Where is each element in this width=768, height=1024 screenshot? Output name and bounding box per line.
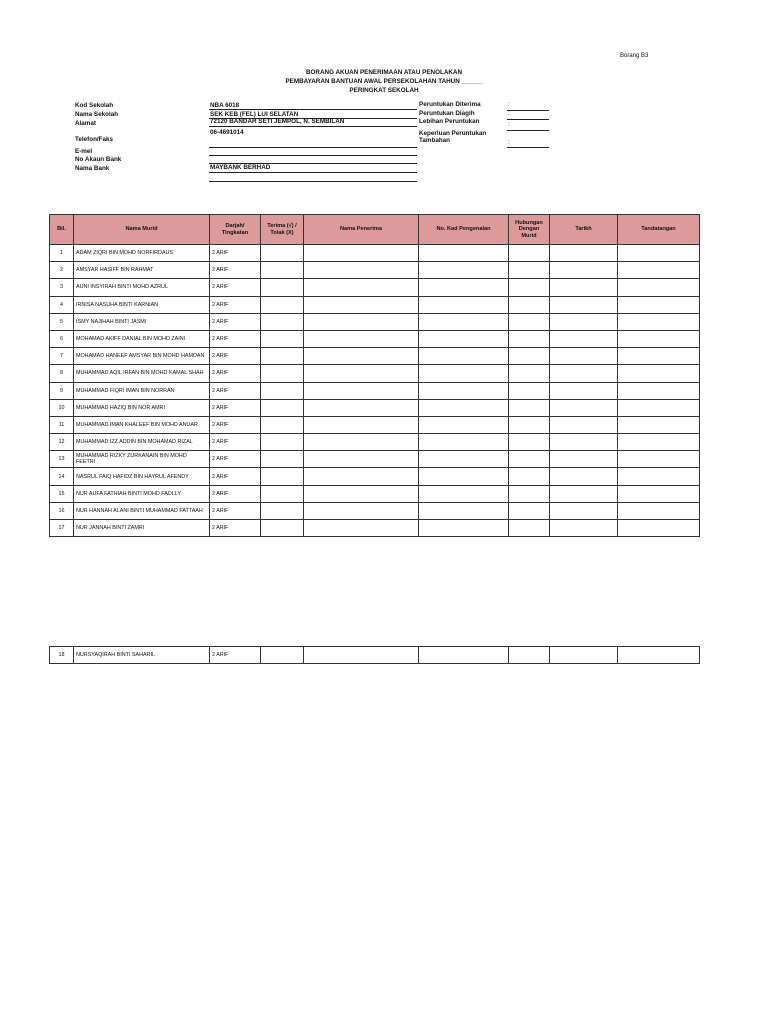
nama-sekolah-value: SEK KEB (FEL) LUI SELATAN: [210, 111, 299, 118]
tarikh-cell[interactable]: [550, 502, 618, 519]
bil-cell: 8: [50, 365, 74, 382]
hubungan-cell[interactable]: [509, 399, 550, 416]
kod-sekolah-value: NBA 6018: [210, 102, 240, 109]
terima-tolak-cell[interactable]: [261, 313, 304, 330]
terima-tolak-cell[interactable]: [261, 348, 304, 365]
hubungan-cell[interactable]: [509, 451, 550, 468]
student-name-cell: NURSYAQIRAH BINTI SAHARIL: [74, 647, 210, 664]
tandatangan-cell[interactable]: [618, 434, 700, 451]
alamat-value: 72120 BANDAR SETI JEMPOL, N. SEMBILAN: [210, 118, 345, 125]
darjah-cell: 2 ARIF: [210, 262, 261, 279]
student-table: [49, 214, 700, 537]
tarikh-cell[interactable]: [550, 296, 618, 313]
nama-bank-value: MAYBANK BERHAD: [210, 164, 271, 171]
bil-cell: 15: [50, 485, 74, 502]
underline: [209, 181, 417, 182]
form-title-line3: PERINGKAT SEKOLAH: [349, 87, 419, 94]
kad-pengenalan-cell[interactable]: [419, 279, 509, 296]
darjah-cell: 2 ARIF: [210, 434, 261, 451]
darjah-cell: 2 ARIF: [210, 399, 261, 416]
kad-pengenalan-cell[interactable]: [419, 485, 509, 502]
bil-cell: 6: [50, 330, 74, 347]
nama-penerima-cell[interactable]: [304, 502, 419, 519]
table-row: [50, 365, 700, 382]
tandatangan-cell[interactable]: [618, 245, 700, 262]
terima-tolak-cell[interactable]: [261, 416, 304, 433]
nama-penerima-cell[interactable]: [304, 451, 419, 468]
tandatangan-cell[interactable]: [618, 382, 700, 399]
hubungan-cell[interactable]: [509, 416, 550, 433]
underline: [209, 172, 417, 173]
colon: :: [508, 110, 510, 117]
kad-pengenalan-cell[interactable]: [419, 348, 509, 365]
nama-penerima-cell[interactable]: [304, 382, 419, 399]
col-tandatangan-header: Tandatangan: [618, 215, 700, 245]
student-table-page2: [49, 646, 700, 664]
bil-cell: 12: [50, 434, 74, 451]
telefon-value: 06-4691014: [210, 129, 244, 136]
tarikh-cell[interactable]: [550, 416, 618, 433]
bil-cell: 5: [50, 313, 74, 330]
col-bil-header: Bil.: [50, 215, 74, 245]
student-name-cell: MUHAMMAD IMAN KHALEEF BIN MOHD ANUAR: [74, 416, 210, 433]
keperluan-peruntukan-label: Keperluan Peruntukan: [419, 130, 487, 137]
table-row: [50, 262, 700, 279]
diterima-field-line[interactable]: [507, 110, 549, 111]
bil-cell: 11: [50, 416, 74, 433]
keperluan-tambahan-label: Tambahan: [419, 137, 451, 144]
student-name-cell: ISMY NAJIHAH BINTI JASMI: [74, 313, 210, 330]
kad-pengenalan-cell[interactable]: [419, 399, 509, 416]
alamat-label: Alamat: [75, 120, 96, 127]
akaun-field-line[interactable]: [209, 155, 417, 156]
terima-tolak-cell[interactable]: [261, 485, 304, 502]
tarikh-cell[interactable]: [550, 262, 618, 279]
nama-penerima-cell[interactable]: [304, 399, 419, 416]
tandatangan-cell[interactable]: [618, 279, 700, 296]
hubungan-cell[interactable]: [509, 382, 550, 399]
tandatangan-cell[interactable]: [618, 647, 700, 664]
nama-penerima-cell[interactable]: [304, 434, 419, 451]
nama-penerima-cell[interactable]: [304, 520, 419, 537]
darjah-cell: 2 ARIF: [210, 647, 261, 664]
table-row: [50, 382, 700, 399]
student-name-cell: MUHAMMAD IZZ ADDIN BIN MOHAMAD RIZAL: [74, 434, 210, 451]
nama-penerima-cell[interactable]: [304, 365, 419, 382]
hubungan-cell[interactable]: [509, 313, 550, 330]
kad-pengenalan-cell[interactable]: [419, 313, 509, 330]
tandatangan-cell[interactable]: [618, 520, 700, 537]
bil-cell: 3: [50, 279, 74, 296]
darjah-cell: 2 ARIF: [210, 245, 261, 262]
tandatangan-cell[interactable]: [618, 296, 700, 313]
hubungan-cell[interactable]: [509, 434, 550, 451]
table-row: [50, 520, 700, 537]
table-row: [50, 451, 700, 468]
tarikh-cell[interactable]: [550, 468, 618, 485]
darjah-cell: 2 ARIF: [210, 451, 261, 468]
kad-pengenalan-cell[interactable]: [419, 296, 509, 313]
col-nama-murid-header: Nama Murid: [74, 215, 210, 245]
nama-penerima-cell[interactable]: [304, 416, 419, 433]
hubungan-cell[interactable]: [509, 296, 550, 313]
kad-pengenalan-cell[interactable]: [419, 502, 509, 519]
bil-cell: 4: [50, 296, 74, 313]
darjah-cell: 2 ARIF: [210, 416, 261, 433]
tandatangan-cell[interactable]: [618, 399, 700, 416]
table-row: [50, 279, 700, 296]
peruntukan-diagih-label: Peruntukan Diagih: [419, 110, 475, 117]
colon: :: [508, 101, 510, 108]
tarikh-cell[interactable]: [550, 647, 618, 664]
hubungan-cell[interactable]: [509, 330, 550, 347]
student-name-cell: NUR AUFA FATHIAH BINTI MOHD FADLLY: [74, 485, 210, 502]
table-row: [50, 296, 700, 313]
terima-tolak-cell[interactable]: [261, 468, 304, 485]
darjah-cell: 2 ARIF: [210, 365, 261, 382]
kad-pengenalan-cell[interactable]: [419, 520, 509, 537]
tarikh-cell[interactable]: [550, 279, 618, 296]
col-darjah-header: Darjah/ Tingkatan: [210, 215, 261, 245]
tarikh-cell[interactable]: [550, 399, 618, 416]
underline: [209, 126, 417, 127]
hubungan-cell[interactable]: [509, 520, 550, 537]
tarikh-cell[interactable]: [550, 313, 618, 330]
form-title-line2: PEMBAYARAN BANTUAN AWAL PERSEKOLAHAN TAHUN ______: [285, 78, 483, 85]
tarikh-cell[interactable]: [550, 365, 618, 382]
tambahan-field-line[interactable]: [507, 147, 549, 148]
darjah-cell: 2 ARIF: [210, 468, 261, 485]
student-name-cell: MUHAMMAD HAZIQ BIN NOR AMRI: [74, 399, 210, 416]
tandatangan-cell[interactable]: [618, 502, 700, 519]
col-hubungan-header: Hubungan Dengan Murid: [509, 215, 550, 245]
table-row: [50, 399, 700, 416]
nama-penerima-cell[interactable]: [304, 313, 419, 330]
tandatangan-cell[interactable]: [618, 348, 700, 365]
student-name-cell: MUHAMMAD FIQRI IMAN BIN NORRAN: [74, 382, 210, 399]
nama-penerima-cell[interactable]: [304, 279, 419, 296]
terima-tolak-cell[interactable]: [261, 502, 304, 519]
student-name-cell: MUHAMMAD RIZKY ZURKANAIN BIN MOHD FEETRI: [74, 451, 210, 468]
bil-cell: 9: [50, 382, 74, 399]
terima-tolak-cell[interactable]: [261, 262, 304, 279]
tandatangan-cell[interactable]: [618, 416, 700, 433]
table-row: [50, 502, 700, 519]
lebihan-peruntukan-label: Lebihan Peruntukan: [419, 118, 480, 125]
kad-pengenalan-cell[interactable]: [419, 382, 509, 399]
form-code: Borang B3: [620, 53, 649, 59]
darjah-cell: 2 ARIF: [210, 279, 261, 296]
table-row: [50, 416, 700, 433]
tandatangan-cell[interactable]: [618, 330, 700, 347]
terima-tolak-cell[interactable]: [261, 330, 304, 347]
terima-tolak-cell[interactable]: [261, 365, 304, 382]
telefon-label: Telefon/Faks: [75, 136, 114, 143]
terima-tolak-cell[interactable]: [261, 245, 304, 262]
emel-label: E-mel: [75, 148, 93, 155]
tandatangan-cell[interactable]: [618, 468, 700, 485]
lebihan-field-line[interactable]: [507, 130, 549, 131]
student-name-cell: NASRUL FAIQ HAFIDZ BIN HAYRUL AFENDY: [74, 468, 210, 485]
bil-cell: 2: [50, 262, 74, 279]
bil-cell: 7: [50, 348, 74, 365]
darjah-cell: 2 ARIF: [210, 520, 261, 537]
darjah-cell: 2 ARIF: [210, 348, 261, 365]
bil-cell: 14: [50, 468, 74, 485]
kad-pengenalan-cell[interactable]: [419, 416, 509, 433]
nama-penerima-cell[interactable]: [304, 647, 419, 664]
underline: [209, 109, 417, 110]
tandatangan-cell[interactable]: [618, 262, 700, 279]
nama-penerima-cell[interactable]: [304, 468, 419, 485]
nama-penerima-cell[interactable]: [304, 296, 419, 313]
tarikh-cell[interactable]: [550, 451, 618, 468]
terima-tolak-cell[interactable]: [261, 382, 304, 399]
kad-pengenalan-cell[interactable]: [419, 330, 509, 347]
nama-penerima-cell[interactable]: [304, 348, 419, 365]
nama-bank-label: Nama Bank: [75, 165, 110, 172]
kod-sekolah-label: Kod Sekolah: [75, 102, 114, 109]
nama-penerima-cell[interactable]: [304, 330, 419, 347]
col-penerima-header: Nama Penerima: [304, 215, 419, 245]
tarikh-cell[interactable]: [550, 434, 618, 451]
terima-tolak-cell[interactable]: [261, 296, 304, 313]
diagih-field-line[interactable]: [507, 119, 549, 120]
darjah-cell: 2 ARIF: [210, 330, 261, 347]
hubungan-cell[interactable]: [509, 468, 550, 485]
student-name-cell: NUR HANNAH ALANI BINTI MUHAMMAD FATTAAH: [74, 502, 210, 519]
terima-tolak-cell[interactable]: [261, 520, 304, 537]
table-row: [50, 434, 700, 451]
student-name-cell: MOHAMAD AKIFF DANIAL BIN MOHD ZAINI: [74, 330, 210, 347]
table-row: [50, 348, 700, 365]
student-name-cell: MOHAMAD HANEEF AMSYAR BIN MOHD HAMDAN: [74, 348, 210, 365]
hubungan-cell[interactable]: [509, 365, 550, 382]
kad-pengenalan-cell[interactable]: [419, 365, 509, 382]
kad-pengenalan-cell[interactable]: [419, 468, 509, 485]
kad-pengenalan-cell[interactable]: [419, 434, 509, 451]
tarikh-cell[interactable]: [550, 382, 618, 399]
hubungan-cell[interactable]: [509, 348, 550, 365]
kad-pengenalan-cell[interactable]: [419, 262, 509, 279]
student-name-cell: MUHAMMAD AQIL IRFAN BIN MOHD KAMAL SHAH: [74, 365, 210, 382]
colon: :: [508, 121, 510, 128]
colon: :: [508, 139, 510, 146]
table-row: [50, 468, 700, 485]
tandatangan-cell[interactable]: [618, 451, 700, 468]
hubungan-cell[interactable]: [509, 245, 550, 262]
student-name-cell: ADAM ZIQRI BIN MOHD NORFIRDAUS: [74, 245, 210, 262]
emel-field-line[interactable]: [209, 147, 417, 148]
terima-tolak-cell[interactable]: [261, 647, 304, 664]
darjah-cell: 2 ARIF: [210, 296, 261, 313]
terima-tolak-cell[interactable]: [261, 434, 304, 451]
bil-cell: 18: [50, 647, 74, 664]
table-row: [50, 647, 700, 664]
tarikh-cell[interactable]: [550, 485, 618, 502]
student-name-cell: IRNISA NASUHA BINTI KARNIAN: [74, 296, 210, 313]
tarikh-cell[interactable]: [550, 245, 618, 262]
student-name-cell: AUNI INSYIRAH BINTI MOHD AZRUL: [74, 279, 210, 296]
hubungan-cell[interactable]: [509, 279, 550, 296]
kad-pengenalan-cell[interactable]: [419, 451, 509, 468]
col-kad-header: No. Kad Pengenalan: [419, 215, 509, 245]
table-header-row: [50, 215, 700, 245]
table-row: [50, 485, 700, 502]
bil-cell: 13: [50, 451, 74, 468]
terima-tolak-cell[interactable]: [261, 279, 304, 296]
table-row: [50, 330, 700, 347]
darjah-cell: 2 ARIF: [210, 313, 261, 330]
table-row: [50, 313, 700, 330]
form-title-line1: BORANG AKUAN PENERIMAAN ATAU PENOLAKAN: [305, 69, 463, 76]
akaun-bank-label: No Akaun Bank: [75, 156, 122, 163]
col-terima-header: Terima (√) / Tolak (X): [261, 215, 304, 245]
nama-sekolah-label: Nama Sekolah: [75, 111, 119, 118]
col-tarikh-header: Tarikh: [550, 215, 618, 245]
kad-pengenalan-cell[interactable]: [419, 647, 509, 664]
bil-cell: 17: [50, 520, 74, 537]
bil-cell: 10: [50, 399, 74, 416]
nama-penerima-cell[interactable]: [304, 262, 419, 279]
hubungan-cell[interactable]: [509, 262, 550, 279]
nama-penerima-cell[interactable]: [304, 245, 419, 262]
student-name-cell: NUR JANNAH BINTI ZAMRI: [74, 520, 210, 537]
darjah-cell: 2 ARIF: [210, 485, 261, 502]
bil-cell: 1: [50, 245, 74, 262]
tandatangan-cell[interactable]: [618, 365, 700, 382]
peruntukan-diterima-label: Peruntukan Diterima: [419, 101, 481, 108]
hubungan-cell[interactable]: [509, 485, 550, 502]
tarikh-cell[interactable]: [550, 348, 618, 365]
kad-pengenalan-cell[interactable]: [419, 245, 509, 262]
terima-tolak-cell[interactable]: [261, 399, 304, 416]
table-row: [50, 245, 700, 262]
nama-penerima-cell[interactable]: [304, 485, 419, 502]
tarikh-cell[interactable]: [550, 520, 618, 537]
tandatangan-cell[interactable]: [618, 485, 700, 502]
hubungan-cell[interactable]: [509, 647, 550, 664]
darjah-cell: 2 ARIF: [210, 502, 261, 519]
bil-cell: 16: [50, 502, 74, 519]
terima-tolak-cell[interactable]: [261, 451, 304, 468]
tandatangan-cell[interactable]: [618, 313, 700, 330]
darjah-cell: 2 ARIF: [210, 382, 261, 399]
student-name-cell: AMSYAR HASIFF BIN RAHMAT: [74, 262, 210, 279]
tarikh-cell[interactable]: [550, 330, 618, 347]
hubungan-cell[interactable]: [509, 502, 550, 519]
